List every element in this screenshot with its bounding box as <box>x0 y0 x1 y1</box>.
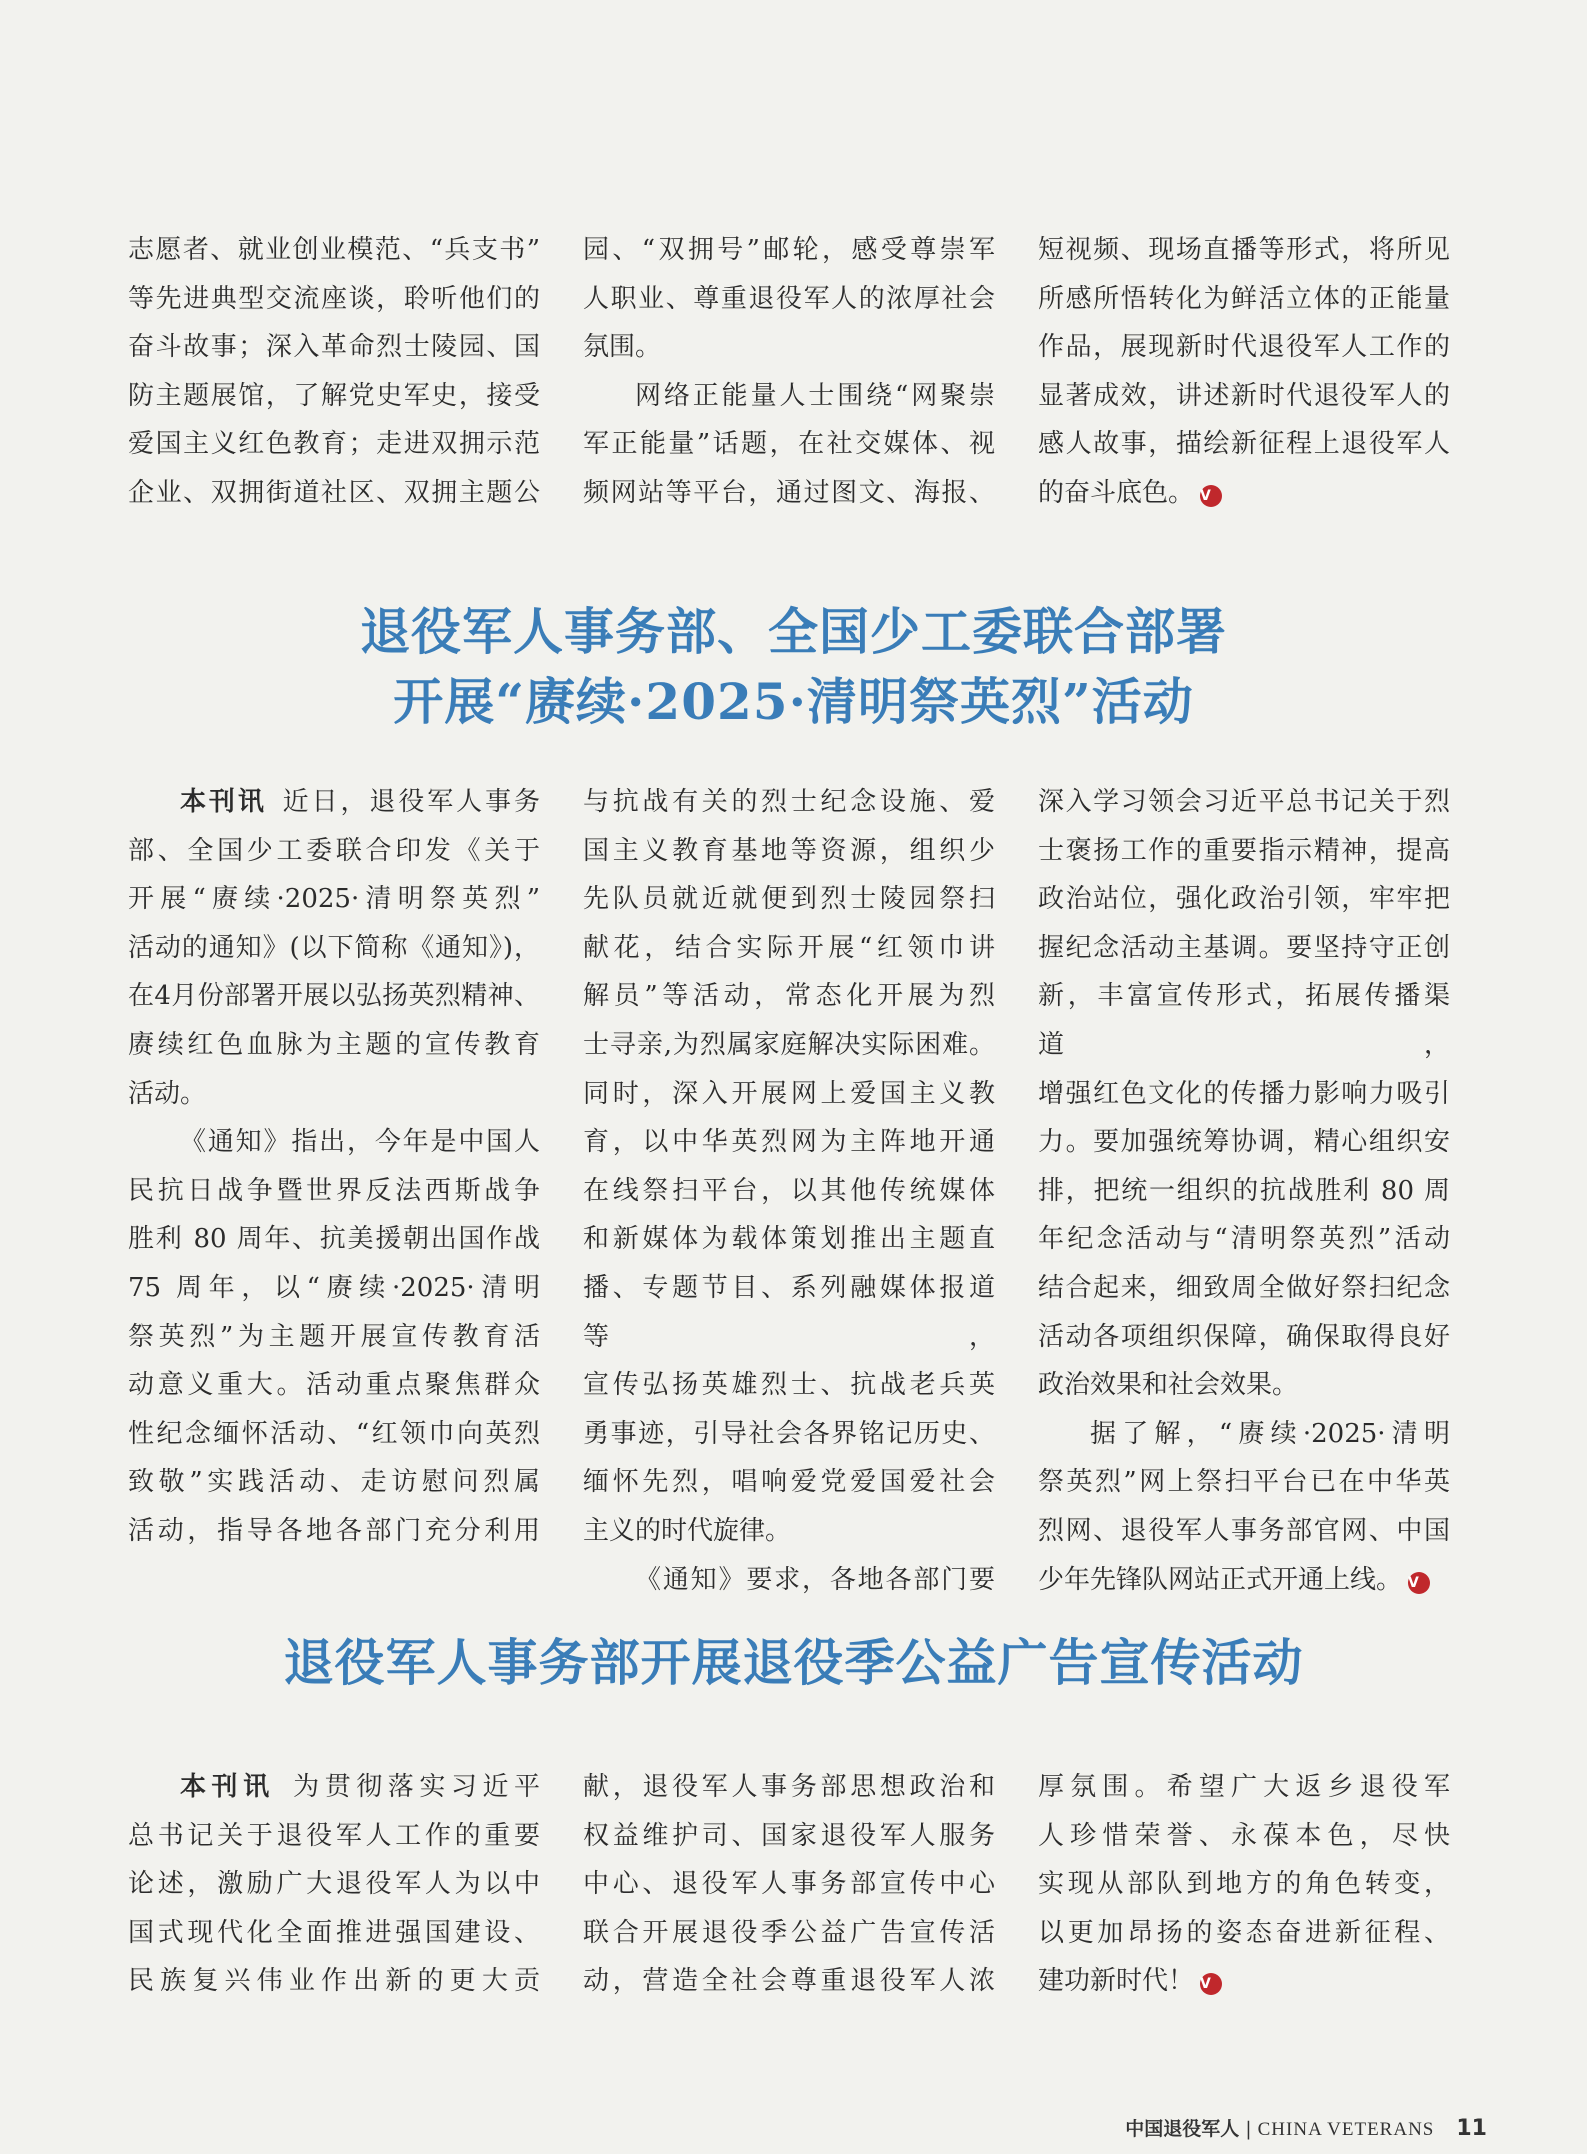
line-text: 国式现代化全面推进强国建设、 <box>128 1917 540 1948</box>
line-text: 解员”等活动，常态化开展为烈 <box>583 981 995 1012</box>
text-line <box>583 420 995 469</box>
line-text: 增强红色文化的传播力影响力吸引 <box>1038 1078 1450 1109</box>
line-text: 氛围。 <box>583 332 662 363</box>
text-line <box>583 1556 995 1605</box>
text-line <box>128 1458 540 1507</box>
text-line <box>583 1021 995 1070</box>
text-line <box>128 420 540 469</box>
text-line <box>1038 1556 1450 1605</box>
text-line <box>1038 1507 1450 1556</box>
text-line <box>128 1361 540 1410</box>
line-text: 祭英烈”网上祭扫平台已在中华英 <box>1038 1467 1450 1498</box>
text-line <box>128 469 540 518</box>
text-line <box>128 1909 540 1958</box>
page-number: 11 <box>1456 2116 1487 2141</box>
text-line <box>1038 1118 1450 1167</box>
line-text: 宣传弘扬英雄烈士、抗战老兵英 <box>583 1370 995 1401</box>
text-line <box>128 1860 540 1909</box>
line-text: 活动，指导各地各部门充分利用 <box>128 1515 540 1546</box>
text-line <box>1038 1458 1450 1507</box>
end-mark-icon: V <box>1200 1973 1222 1995</box>
line-text: 爱国主义红色教育；走进双拥示范 <box>128 429 540 460</box>
line-text: 志愿者、就业创业模范、“兵支书” <box>128 235 540 265</box>
line-text: 奋斗故事；深入革命烈士陵园、国 <box>128 332 540 363</box>
text-line <box>128 1763 540 1812</box>
line-text: 烈网、退役军人事务部官网、中国 <box>1038 1515 1450 1546</box>
line-text: 献花，结合实际开展“红领巾讲 <box>583 932 995 963</box>
column-1 <box>128 1763 540 2006</box>
line-text: 总书记关于退役军人工作的重要 <box>128 1820 540 1851</box>
text-line <box>583 972 995 1021</box>
line-text: 少年先锋队网站正式开通上线。 <box>1038 1564 1403 1595</box>
line-text: 政治效果和社会效果。 <box>1038 1370 1299 1401</box>
column-3 <box>1038 1763 1450 2006</box>
text-line <box>128 1021 540 1070</box>
text-line <box>583 226 995 275</box>
text-line <box>583 1909 995 1958</box>
line-text: 75 周年，以“赓续·2025·清明 <box>128 1272 540 1303</box>
line-text: 士寻亲,为烈属家庭解决实际困难。 <box>583 1029 995 1060</box>
text-line <box>1038 372 1450 421</box>
line-text: 感人故事，描绘新征程上退役军人 <box>1038 429 1450 460</box>
line-text: 园、“双拥号”邮轮，感受尊崇军 <box>583 235 995 265</box>
line-text: 结合起来，细致周全做好祭扫纪念 <box>1038 1272 1450 1303</box>
line-text: 排，把统一组织的抗战胜利 80 周 <box>1038 1175 1450 1206</box>
text-line <box>583 1507 995 1556</box>
line-text: 联合开展退役季公益广告宣传活 <box>583 1917 995 1948</box>
text-line <box>128 1070 540 1119</box>
line-text: 和新媒体为载体策划推出主题直 <box>583 1224 995 1255</box>
line-text: 活动的通知》(以下简称《通知》)， <box>128 932 540 963</box>
article-1-title-line-1: 退役军人事务部、全国少工委联合部署 <box>360 602 1227 661</box>
text-line <box>128 275 540 324</box>
line-text: 近日，退役军人事务 <box>279 787 540 817</box>
text-line <box>1038 1763 1450 1812</box>
text-line <box>583 372 995 421</box>
text-line <box>128 778 540 827</box>
line-text: 与抗战有关的烈士纪念设施、爱 <box>583 787 995 817</box>
text-line <box>1038 1812 1450 1861</box>
text-line <box>1038 1410 1450 1459</box>
line-text: 人珍惜荣誉、永葆本色，尽快 <box>1038 1820 1450 1851</box>
text-line <box>1038 226 1450 275</box>
text-line <box>583 1361 995 1410</box>
magazine-name-cn: 中国退役军人 <box>1125 2118 1240 2140</box>
text-line <box>128 1410 540 1459</box>
line-text: 勇事迹，引导社会各界铭记历史、 <box>583 1418 995 1449</box>
article-2-title: 退役军人事务部开展退役季公益广告宣传活动 <box>283 1633 1304 1692</box>
line-text: 深入学习领会习近平总书记关于烈 <box>1038 787 1450 817</box>
text-line <box>1038 275 1450 324</box>
column-3 <box>1038 226 1450 518</box>
line-text: 开展“赓续·2025·清明祭英烈” <box>128 884 540 915</box>
text-line <box>1038 1860 1450 1909</box>
line-text: 权益维护司、国家退役军人服务 <box>583 1820 995 1851</box>
line-text: 新，丰富宣传形式，拓展传播渠道， <box>1038 981 1450 1060</box>
line-text: 年纪念活动与“清明祭英烈”活动 <box>1038 1224 1450 1255</box>
text-line <box>583 275 995 324</box>
line-text: 缅怀先烈，唱响爱党爱国爱社会 <box>583 1467 995 1498</box>
line-text: 性纪念缅怀活动、“红领巾向英烈 <box>128 1418 540 1449</box>
text-line <box>1038 827 1450 876</box>
text-line <box>583 469 995 518</box>
text-line <box>583 1957 995 2006</box>
text-line <box>583 924 995 973</box>
line-text: 所感所悟转化为鲜活立体的正能量 <box>1038 283 1450 314</box>
text-line <box>583 1410 995 1459</box>
line-text: 显著成效，讲述新时代退役军人的 <box>1038 380 1450 411</box>
line-text: 人职业、尊重退役军人的浓厚社会 <box>583 283 995 314</box>
lead-label: 本刊讯 <box>180 1772 275 1802</box>
article-2-body <box>128 1763 1450 2006</box>
magazine-name-en: CHINA VETERANS <box>1257 2119 1435 2140</box>
page-footer <box>1125 2114 1487 2141</box>
text-line <box>1038 972 1450 1069</box>
line-text: 以更加昂扬的姿态奋进新征程、 <box>1038 1917 1450 1948</box>
text-line <box>583 1118 995 1167</box>
line-text: 活动各项组织保障，确保取得良好 <box>1038 1321 1450 1352</box>
line-text: 在线祭扫平台，以其他传统媒体 <box>583 1175 995 1206</box>
text-line <box>1038 875 1450 924</box>
line-text: 赓续红色血脉为主题的宣传教育 <box>128 1029 540 1060</box>
text-line <box>1038 323 1450 372</box>
line-text: 网络正能量人士围绕“网聚崇 <box>635 380 995 411</box>
text-line <box>583 1215 995 1264</box>
line-text: 同时，深入开展网上爱国主义教 <box>583 1078 995 1109</box>
text-line <box>583 1860 995 1909</box>
column-2 <box>583 1763 995 2006</box>
line-text: 致敬”实践活动、走访慰问烈属 <box>128 1467 540 1498</box>
line-text: 先队员就近就便到烈士陵园祭扫 <box>583 884 995 915</box>
line-text: 部、全国少工委联合印发《关于 <box>128 835 540 866</box>
text-line <box>128 1167 540 1216</box>
text-line <box>128 1313 540 1362</box>
text-line <box>583 1070 995 1119</box>
text-line <box>583 778 995 827</box>
text-line <box>128 1507 540 1556</box>
line-text: 实现从部队到地方的角色转变， <box>1038 1869 1450 1900</box>
text-line <box>128 827 540 876</box>
text-line <box>1038 1909 1450 1958</box>
text-line <box>583 875 995 924</box>
text-line <box>128 1957 540 2006</box>
end-mark-icon: V <box>1200 485 1222 507</box>
line-text: 为贯彻落实习近平 <box>287 1772 540 1802</box>
text-line <box>128 1264 540 1313</box>
text-line <box>1038 1313 1450 1362</box>
text-line <box>128 1215 540 1264</box>
line-text: 论述，激励广大退役军人为以中 <box>128 1869 540 1900</box>
line-text: 《通知》指出，今年是中国人 <box>180 1127 540 1158</box>
text-line <box>128 1812 540 1861</box>
line-text: 军正能量”话题，在社交媒体、视 <box>583 429 995 460</box>
line-text: 民抗日战争暨世界反法西斯战争 <box>128 1175 540 1206</box>
text-line <box>1038 1215 1450 1264</box>
line-text: 频网站等平台，通过图文、海报、 <box>583 477 995 508</box>
line-text: 建功新时代！ <box>1038 1966 1195 1997</box>
line-text: 国主义教育基地等资源，组织少 <box>583 835 995 866</box>
line-text: 等先进典型交流座谈，聆听他们的 <box>128 283 540 314</box>
text-line <box>1038 1957 1450 2006</box>
text-line <box>583 827 995 876</box>
line-text: 中心、退役军人事务部宣传中心 <box>583 1869 995 1900</box>
line-text: 力。要加强统筹协调，精心组织安 <box>1038 1127 1450 1158</box>
text-line <box>1038 778 1450 827</box>
line-text: 士褒扬工作的重要指示精神，提高 <box>1038 835 1450 866</box>
line-text: 育，以中华英烈网为主阵地开通 <box>583 1127 995 1158</box>
line-text: 活动。 <box>128 1078 207 1109</box>
line-text: 动，营造全社会尊重退役军人浓 <box>583 1966 995 1997</box>
line-text: 献，退役军人事务部思想政治和 <box>583 1772 995 1802</box>
text-line <box>128 924 540 973</box>
text-line <box>1038 420 1450 469</box>
text-line <box>1038 1070 1450 1119</box>
text-line <box>128 972 540 1021</box>
line-text: 握纪念活动主基调。要坚持守正创 <box>1038 932 1450 963</box>
text-line <box>583 1264 995 1361</box>
line-text: 播、专题节目、系列融媒体报道等， <box>583 1272 995 1352</box>
column-1 <box>128 226 540 518</box>
line-text: 政治站位，强化政治引领，牢牢把 <box>1038 884 1450 915</box>
continued-article <box>128 226 1450 518</box>
footer-separator: | <box>1245 2118 1252 2140</box>
line-text: 主义的时代旋律。 <box>583 1515 792 1546</box>
line-text: 短视频、现场直播等形式，将所见 <box>1038 235 1450 265</box>
text-line <box>128 1118 540 1167</box>
line-text: 《通知》要求，各地各部门要 <box>635 1564 995 1595</box>
column-2 <box>583 226 995 518</box>
text-line <box>1038 924 1450 973</box>
end-mark-icon: V <box>1408 1572 1430 1594</box>
text-line <box>128 875 540 924</box>
line-text: 防主题展馆，了解党史军史，接受 <box>128 380 540 411</box>
line-text: 作品，展现新时代退役军人工作的 <box>1038 332 1450 363</box>
line-text: 的奋斗底色。 <box>1038 477 1195 508</box>
text-line <box>1038 1167 1450 1216</box>
line-text: 祭英烈”为主题开展宣传教育活 <box>128 1321 540 1352</box>
line-text: 动意义重大。活动重点聚焦群众 <box>128 1370 540 1401</box>
text-line <box>1038 1361 1450 1410</box>
lead-label: 本刊讯 <box>180 787 267 817</box>
text-line <box>583 1812 995 1861</box>
text-line <box>583 1763 995 1812</box>
line-text: 据了解，“赓续·2025·清明 <box>1090 1418 1450 1449</box>
article-1-body <box>128 778 1450 1604</box>
text-line <box>583 1458 995 1507</box>
column-3 <box>1038 778 1450 1604</box>
article-1-title-line-2: 开展“赓续·2025·清明祭英烈”活动 <box>393 672 1194 731</box>
line-text: 企业、双拥街道社区、双拥主题公 <box>128 477 540 508</box>
column-2 <box>583 778 995 1604</box>
text-line <box>583 1167 995 1216</box>
line-text: 厚氛围。希望广大返乡退役军 <box>1038 1772 1450 1802</box>
text-line <box>128 372 540 421</box>
line-text: 在4月份部署开展以弘扬英烈精神、 <box>128 981 540 1012</box>
line-text: 胜利 80 周年、抗美援朝出国作战 <box>128 1224 540 1255</box>
text-line <box>583 323 995 372</box>
text-line <box>1038 469 1450 518</box>
column-1 <box>128 778 540 1604</box>
text-line <box>1038 1264 1450 1313</box>
text-line <box>128 323 540 372</box>
text-line <box>128 226 540 275</box>
line-text: 民族复兴伟业作出新的更大贡 <box>128 1966 540 1997</box>
